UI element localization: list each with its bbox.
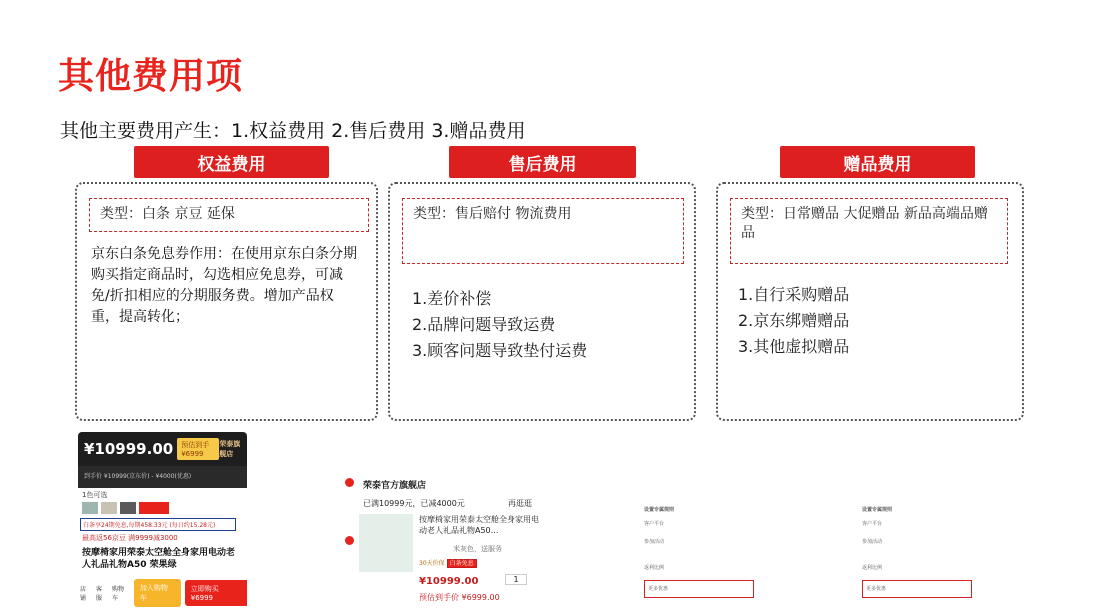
- form-label: 更多优惠: [648, 586, 669, 592]
- estimate-tag: 预估到手¥6999: [177, 438, 219, 460]
- price-protect-tag: 30天价保: [419, 560, 445, 567]
- add-to-cart-button[interactable]: 加入购物车: [134, 579, 181, 607]
- color-option[interactable]: 米灰色，送服务: [453, 545, 502, 553]
- highlight-box[interactable]: [644, 580, 754, 598]
- list-item: 1.自行采购赠品: [738, 285, 850, 304]
- tab-gift-fee: 赠品费用: [780, 146, 975, 178]
- list-item: 2.京东绑赠赠品: [738, 311, 850, 330]
- coupon-settings-screenshot: [640, 500, 810, 610]
- product-title: 按摩椅家用荣泰太空舱全身家用电动老人礼品礼物A50 荣果绿: [82, 548, 236, 570]
- variant-count: 1色可选: [82, 491, 108, 499]
- nav-store[interactable]: 店铺: [80, 586, 87, 602]
- nav-service[interactable]: 客服: [95, 586, 102, 602]
- baitiao-interest-free-line: 白条享24期免息,每期458.33元 (每日约15.28元): [80, 518, 236, 531]
- cart-screenshot: [343, 476, 543, 610]
- promo-line: 最高返56京豆 满9999减3000: [82, 534, 178, 542]
- card-gift-fee: [716, 182, 1024, 421]
- card-list: [412, 286, 587, 364]
- check-icon[interactable]: [345, 478, 354, 487]
- card-type-box: 类型：白条 京豆 延保: [89, 198, 369, 232]
- form-row: 客户平台: [644, 521, 665, 527]
- variant-thumbs[interactable]: [78, 502, 247, 516]
- cart-price: ¥10999.00: [419, 576, 479, 587]
- baitiao-tag: 白条免息: [447, 559, 477, 568]
- price: ¥10999.00: [84, 440, 174, 458]
- product-page-screenshot: [78, 432, 247, 610]
- store-logo: 荣泰旗舰店: [219, 440, 241, 458]
- form-label: 更多优惠: [866, 586, 887, 592]
- slide-subtitle: 其他主要费用产生：1.权益费用 2.售后费用 3.赠品费用: [60, 120, 526, 142]
- buy-now-button[interactable]: 立即购买 ¥6999: [185, 580, 247, 606]
- highlight-box[interactable]: [862, 580, 972, 598]
- card-list: [738, 282, 849, 360]
- list-item: 1.差价补偿: [412, 289, 492, 308]
- bottom-action-bar: [78, 576, 247, 610]
- card-aftersale-fee: [388, 182, 696, 421]
- store-name: 荣泰官方旗舰店: [363, 481, 427, 491]
- card-type-box: 类型：售后赔付 物流费用: [402, 198, 684, 264]
- card-type-box: 类型：日常赠品 大促赠品 新品高端品赠品: [730, 198, 1008, 264]
- form-row: 参加活动: [644, 539, 665, 545]
- coupon-line: 已满10999元，已减4000元: [363, 499, 465, 508]
- more-link[interactable]: 再逛逛: [508, 499, 532, 508]
- form-row: 返利比例: [644, 565, 665, 571]
- form-heading: 设置专属规则: [862, 507, 893, 513]
- form-heading: 设置专属规则: [644, 507, 675, 513]
- cart-product-title: 按摩椅家用荣泰太空舱全身家用电动老人礼品礼物A50…: [419, 515, 539, 535]
- slide-title: 其他费用项: [58, 56, 244, 97]
- estimate-price: 预估到手价 ¥6999.00: [419, 593, 500, 602]
- check-icon[interactable]: [345, 536, 354, 545]
- tab-rights-fee: 权益费用: [134, 146, 329, 178]
- card-description: 京东白条免息券作用：在使用京东白条分期购买指定商品时，勾选相应免息券，可减免/折扣相应的分期服务费。增加产品权重，提高转化；: [91, 246, 357, 325]
- price-bar: [78, 432, 247, 466]
- form-row: 客户平台: [862, 521, 883, 527]
- list-item: 2.品牌问题导致运费: [412, 315, 556, 334]
- form-row: 返利比例: [862, 565, 883, 571]
- list-item: 3.顾客问题导致垫付运费: [412, 341, 588, 360]
- card-rights-fee: [75, 182, 378, 421]
- coupon-settings-screenshot: [858, 500, 1028, 610]
- quantity-stepper[interactable]: 1: [505, 574, 527, 585]
- tab-aftersale-fee: 售后费用: [449, 146, 636, 178]
- list-item: 3.其他虚拟赠品: [738, 337, 850, 356]
- price-detail: 到手价 ¥10999(京东价) - ¥4000(优惠): [78, 466, 247, 488]
- product-image: [359, 514, 413, 572]
- form-row: 参加活动: [862, 539, 883, 545]
- nav-cart[interactable]: 购物车: [111, 586, 124, 602]
